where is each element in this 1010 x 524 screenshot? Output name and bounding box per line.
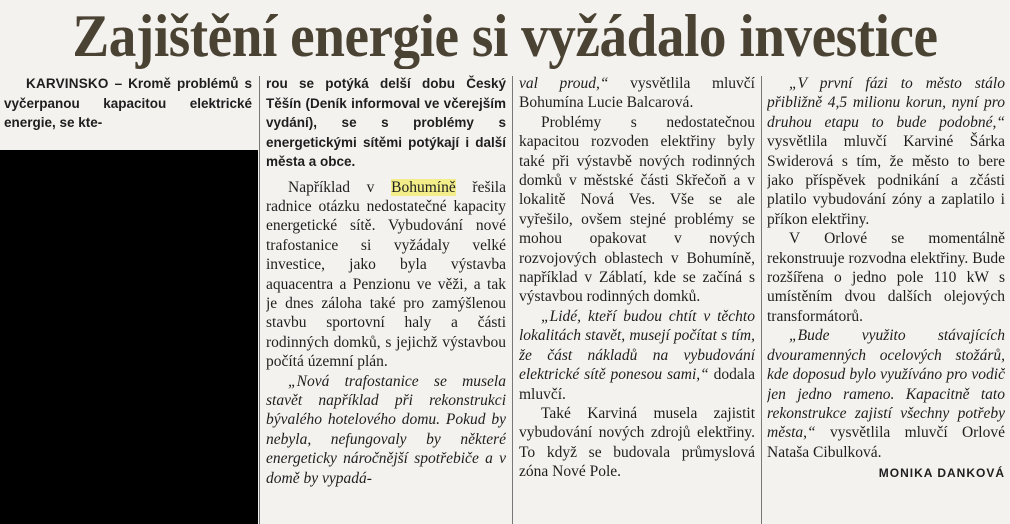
- lead-place: KARVINSKO: [26, 76, 109, 91]
- paragraph: Například v Bohumíně řešila radnice otázku nedostatečné kapacity energetické sítě. Vybudování nové trafostanice si vyžádaly velké investice, jako byla výstavba aquacentra a Penzionu ve věži, a tak je dnes záloha také pro zamýšlenou stavbu sportovní haly a části rodinných domků, s jejichž výstavbou počítá územní plán.: [266, 178, 506, 371]
- paragraph: Také Karviná musela zajistit vybudování nových zdrojů elektřiny. To když se budovala průmyslová zóna Nové Pole.: [519, 404, 755, 481]
- lead-continuation: rou se potýká delší dobu Český Těšín (Deník informoval ve včerejším vydání), se s problémy s energetickými sítěmi potýkají i další města a obce.: [266, 76, 506, 169]
- column-1: [4, 74, 252, 133]
- quote-paragraph: „Nová trafostanice se musela stavět například při rekonstrukci bývalého hotelového domu. Pokud by nebyla, nefungovaly by některé energeticky náročnější spotřebiče a v domě by vypadá-: [266, 372, 506, 487]
- quote-paragraph: „V první fázi to město stálo přibližně 4,5 milionu korun, nyní pro druhou etapu to bude podobné,“ vysvětlila mluvčí Karviné Šárka Swiderová s tím, že město to bere jako příspěvek podnikání a zčásti platilo vybudování zóny a zaplatilo i příkon elektřiny.: [767, 75, 1005, 228]
- highlighted-word: Bohumíně: [391, 178, 456, 196]
- column-3: [519, 74, 755, 482]
- quote-paragraph: „Lidé, kteří budou chtít v těchto lokalitách stavět, musejí počítat s tím, že část nákladů na vybudování elektrické sítě ponesou sami,“ dodala mluvčí.: [519, 307, 755, 403]
- paragraph: Problémy s nedostatečnou kapacitou rozvoden elektřiny byly také při výstavbě nových rodinných domků v městské části Skřečoň a v lokalitě Nová Ves. Vše se ale vyřešilo, ovšem stejné problémy se mohou opakovat v nových rozvojových oblastech v Bohumíně, například v Záblatí, kde se začíná s výstavbou rodinných domků.: [519, 113, 755, 306]
- paragraph: V Orlové se momentálně rekonstruuje rozvodna elektřiny. Bude rozšířena o jedno pole 110 kW s umístěním dvou dalších olejových transformátorů.: [767, 230, 1005, 325]
- headline: Zajištění energie si vyžádalo investice: [72, 3, 938, 69]
- author-signature: MONIKA DANKOVÁ: [878, 466, 1005, 481]
- paragraph: val proud,“ vysvětlila mluvčí Bohumína Lucie Balcarová.: [519, 75, 755, 112]
- column-rule: [512, 76, 513, 524]
- quote-paragraph: „Bude využito stávajících dvouramenných ocelových stožárů, kde doposud bylo využíváno pro vodič jen jedno rameno. Kapacitně tato rekonstrukce zajistí všechny potřeby města,“ vysvětlila mluvčí Orlové Nataša Cibulková. MONIKA DANKOVÁ: [767, 326, 1005, 462]
- column-2: [266, 74, 506, 488]
- lead-text: – Kromě problémů s vyčerpanou kapacitou elektrické energie, se kte-: [4, 76, 252, 130]
- column-rule: [761, 76, 762, 524]
- lead-paragraph: [4, 74, 252, 133]
- column-4: [767, 74, 1005, 484]
- black-redaction-area: [0, 150, 258, 524]
- column-rule: [259, 76, 260, 524]
